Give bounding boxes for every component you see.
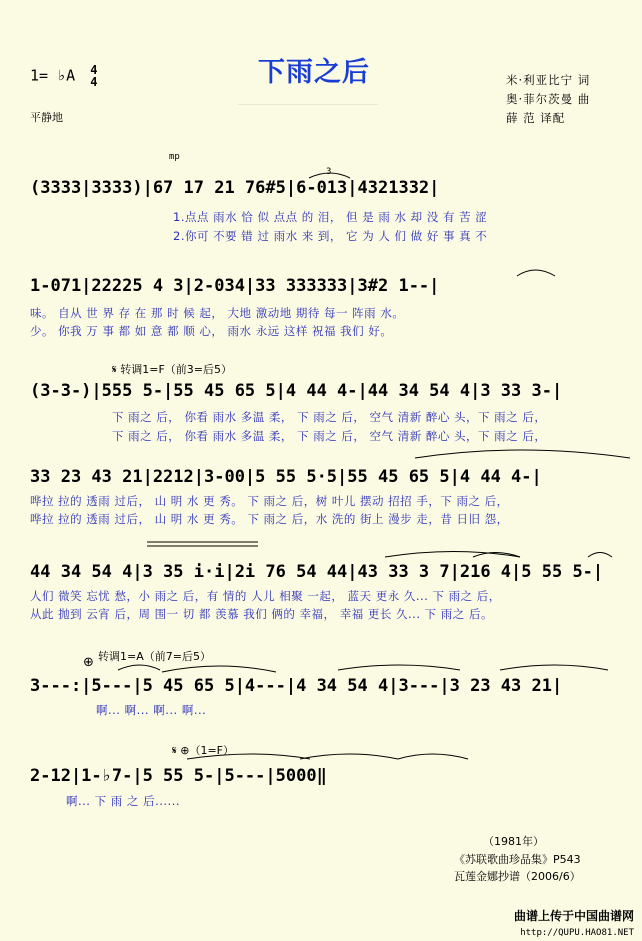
slur [118, 665, 160, 670]
lyrics-line-2b: 少。 你我 万 事 都 如 意 都 顺 心， 雨水 永远 这样 祝福 我们 好。 [30, 324, 393, 338]
lyrics-line-1b: 2.你可 不要 错 过 雨水 来 到， 它 为 人 们 做 好 事 真 不 [173, 229, 488, 243]
music-line-4: 33 23 43 21|2212|3-00|5 55 5·5|55 45 65 5|4 44 4-| [30, 467, 542, 487]
triplet-mark: 3 [326, 167, 332, 177]
footer-transcriber: 瓦莲金娜抄谱（2006/6） [454, 870, 581, 883]
music-line-7: 2-12|1-♭7-|5 55 5-|5---|5000‖ [30, 766, 327, 786]
key-text: 1= ♭A [30, 66, 76, 85]
translator-credit: 薛 范 译配 [506, 111, 566, 125]
slur [415, 450, 630, 458]
coda-icon: ⊕ [83, 655, 94, 670]
footer-year: （1981年） [483, 835, 544, 848]
tempo-marking: 平静地 [30, 111, 63, 124]
lyrics-line-3b: 下 雨之 后， 你看 雨水 多温 柔， 下 雨之 后， 空气 清新 醉心 头，下 雨之 后， [112, 429, 547, 443]
music-line-6: 3---:|5---|5 45 65 5|4---|4 34 54 4|3---|3 23 43 21| [30, 676, 563, 696]
modulation-annotation-2: 转调1=A（前7=后5） [98, 650, 211, 663]
lyrics-line-4b: 哗拉 拉的 透雨 过后， 山 明 水 更 秀。 下 雨之 后，水 洗的 街上 漫步 走，昔 日旧 怨， [30, 512, 509, 526]
dynamic-marking: mp [169, 152, 180, 162]
lyrics-line-5b: 从此 抛到 云宵 后，周 围一 切 都 羡慕 我们 俩的 幸福， 幸福 更长 久... 下 雨之 后。 [30, 607, 493, 621]
slur [398, 754, 468, 759]
slur [300, 754, 398, 759]
music-line-3: (3-3-)|555 5-|55 45 65 5|4 44 4-|44 34 54 4|3 33 3-| [30, 381, 563, 401]
lyrics-line-3a: 下 雨之 后， 你看 雨水 多温 柔， 下 雨之 后， 空气 清新 醉心 头，下 雨之 后， [112, 410, 547, 424]
slur [338, 665, 460, 670]
composer-credit: 奥·菲尔茨曼 曲 [506, 92, 591, 106]
time-sig-bottom: 4 [90, 75, 98, 89]
watermark-url[interactable]: http://QUPU.HAO81.NET [520, 928, 634, 938]
page-title: 下雨之后 [258, 57, 370, 88]
music-line-2: 1-071|22225 4 3|2-034|33 333333|3#2 1--| [30, 276, 440, 296]
slur [517, 270, 555, 276]
lyrics-line-2a: 味。 自从 世 界 存 在 那 时 候 起， 大地 激动地 期待 每一 阵雨 水。 [30, 306, 405, 320]
lyrics-line-6: 啊... 啊... 啊... 啊... [96, 703, 207, 717]
time-sig-top: 4 [90, 63, 98, 77]
footer-source: 《苏联歌曲珍品集》P543 [454, 853, 581, 866]
slur [162, 666, 276, 672]
slur [500, 665, 608, 670]
segno-coda-annotation: 𝄋 ⊕（1=F） [172, 744, 234, 757]
lyrics-line-4a: 哗拉 拉的 透雨 过后， 山 明 水 更 秀。 下 雨之 后，树 叶儿 摆动 招招 手，下 雨之 后， [30, 494, 509, 508]
music-line-1: (3333|3333)|67 17 21 76#5|6-013|4321332| [30, 178, 440, 198]
lyrics-line-1a: 1.点点 雨水 恰 似 点点 的 泪， 但 是 雨 水 却 没 有 苦 涩 [173, 210, 488, 224]
music-line-5: 44 34 54 4|3 35 i·i|2i 76 54 44|43 33 3 7|216 4|5 55 5-| [30, 562, 604, 582]
slur [588, 553, 612, 558]
lyrics-line-5a: 人们 微笑 忘忧 愁，小 雨之 后，有 情的 人儿 相聚 一起， 蓝天 更永 久... 下 雨之 后， [30, 589, 501, 603]
lyrics-line-7: 啊... 下 雨 之 后...... [66, 794, 181, 808]
lyricist-credit: 米·利亚比宁 词 [506, 73, 591, 87]
segno-modulation-annotation: 𝄋 转调1=F（前3=后5） [112, 363, 232, 376]
watermark-site: 曲谱上传于中国曲谱网 [513, 909, 634, 923]
